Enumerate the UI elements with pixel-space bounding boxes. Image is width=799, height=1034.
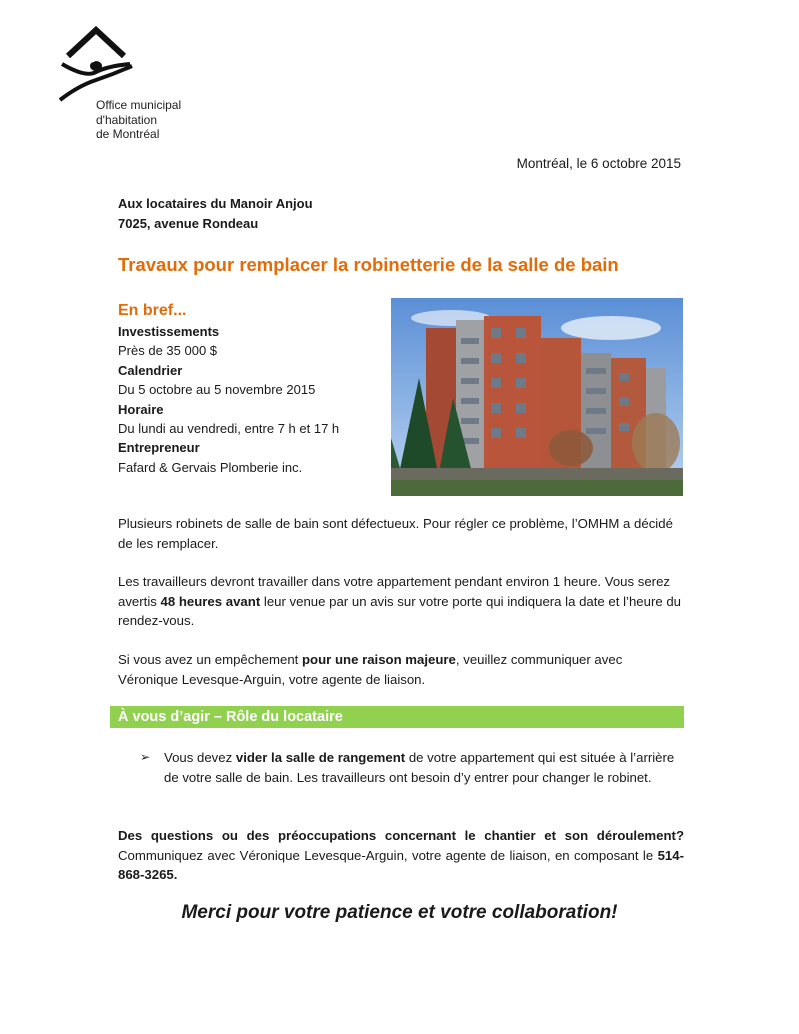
summary-value: Du 5 octobre au 5 novembre 2015 xyxy=(118,382,316,398)
summary-label: Calendrier xyxy=(118,362,183,378)
summary-label: Horaire xyxy=(118,401,164,417)
omhm-logo-icon xyxy=(56,26,138,104)
text-run: Communiquez avec Véronique Levesque-Arguin, votre agente de liaison, en composant le xyxy=(118,847,658,863)
summary-heading: En bref... xyxy=(118,302,187,319)
paragraph-contact xyxy=(118,650,684,689)
summary-value: Du lundi au vendredi, entre 7 h et 17 h xyxy=(118,421,340,437)
org-name-line: d'habitation xyxy=(96,112,158,127)
summary-label: Entrepreneur xyxy=(118,440,200,456)
document-title: Travaux pour remplacer la robinetterie de la salle de bain xyxy=(118,254,619,275)
arrow-bullet-icon: ➢ xyxy=(140,750,151,764)
letter-date: Montréal, le 6 octobre 2015 xyxy=(516,156,681,171)
paragraph-defect: Plusieurs robinets de salle de bain sont défectueux. Pour régler ce problème, l’OMHM a décidé de les remplacer. xyxy=(118,516,673,551)
text-run: Si vous avez un empêchement xyxy=(118,652,302,667)
text-run: leur venue par un avis sur votre porte qui indiquera la date et l’heure du rendez-vous. xyxy=(118,593,682,628)
text-run: de votre appartement qui est située à l’arrière de votre salle de bain. Les travailleurs ont besoin d’y entrer pour changer le robinet. xyxy=(164,750,675,785)
text-run: Vous devez xyxy=(164,750,236,765)
summary-value: Fafard & Gervais Plomberie inc. xyxy=(118,459,303,475)
questions-paragraph xyxy=(118,826,684,885)
org-name-line: de Montréal xyxy=(96,127,160,141)
section-heading-bar: À vous d’agir – Rôle du locataire xyxy=(110,706,684,728)
recipient-line: Aux locataires du Manoir Anjou xyxy=(118,196,313,211)
phone-number: 514-868-3265. xyxy=(118,847,684,882)
text-run-bold: vider la salle de rangement xyxy=(235,750,406,765)
summary-value: Près de 35 000 $ xyxy=(118,343,218,359)
summary-block xyxy=(118,300,378,477)
recipient-line: 7025, avenue Rondeau xyxy=(118,216,259,231)
text-run: , veuillez communiquer avec Véronique Levesque-Arguin, votre agente de liaison. xyxy=(118,652,623,687)
org-name-line: Office municipal xyxy=(96,98,182,112)
text-run-bold: 48 heures avant xyxy=(160,593,261,609)
recipient-address xyxy=(118,194,313,234)
text-run: Les travailleurs devront travailler dans votre appartement pendant environ 1 heure. Vous serez avertis xyxy=(118,574,670,609)
paragraph-workers xyxy=(118,572,684,631)
closing-thanks: Merci pour votre patience et votre collaboration! xyxy=(181,902,618,923)
text-run-bold: Des questions ou des préoccupations concernant le chantier et son déroulement? xyxy=(118,828,684,843)
building-photo xyxy=(391,298,683,496)
text-run-bold: pour une raison majeure xyxy=(302,652,456,667)
org-name xyxy=(96,98,181,142)
bullet-item xyxy=(140,748,684,787)
summary-label: Investissements xyxy=(118,324,220,339)
bullet-text xyxy=(164,748,684,787)
